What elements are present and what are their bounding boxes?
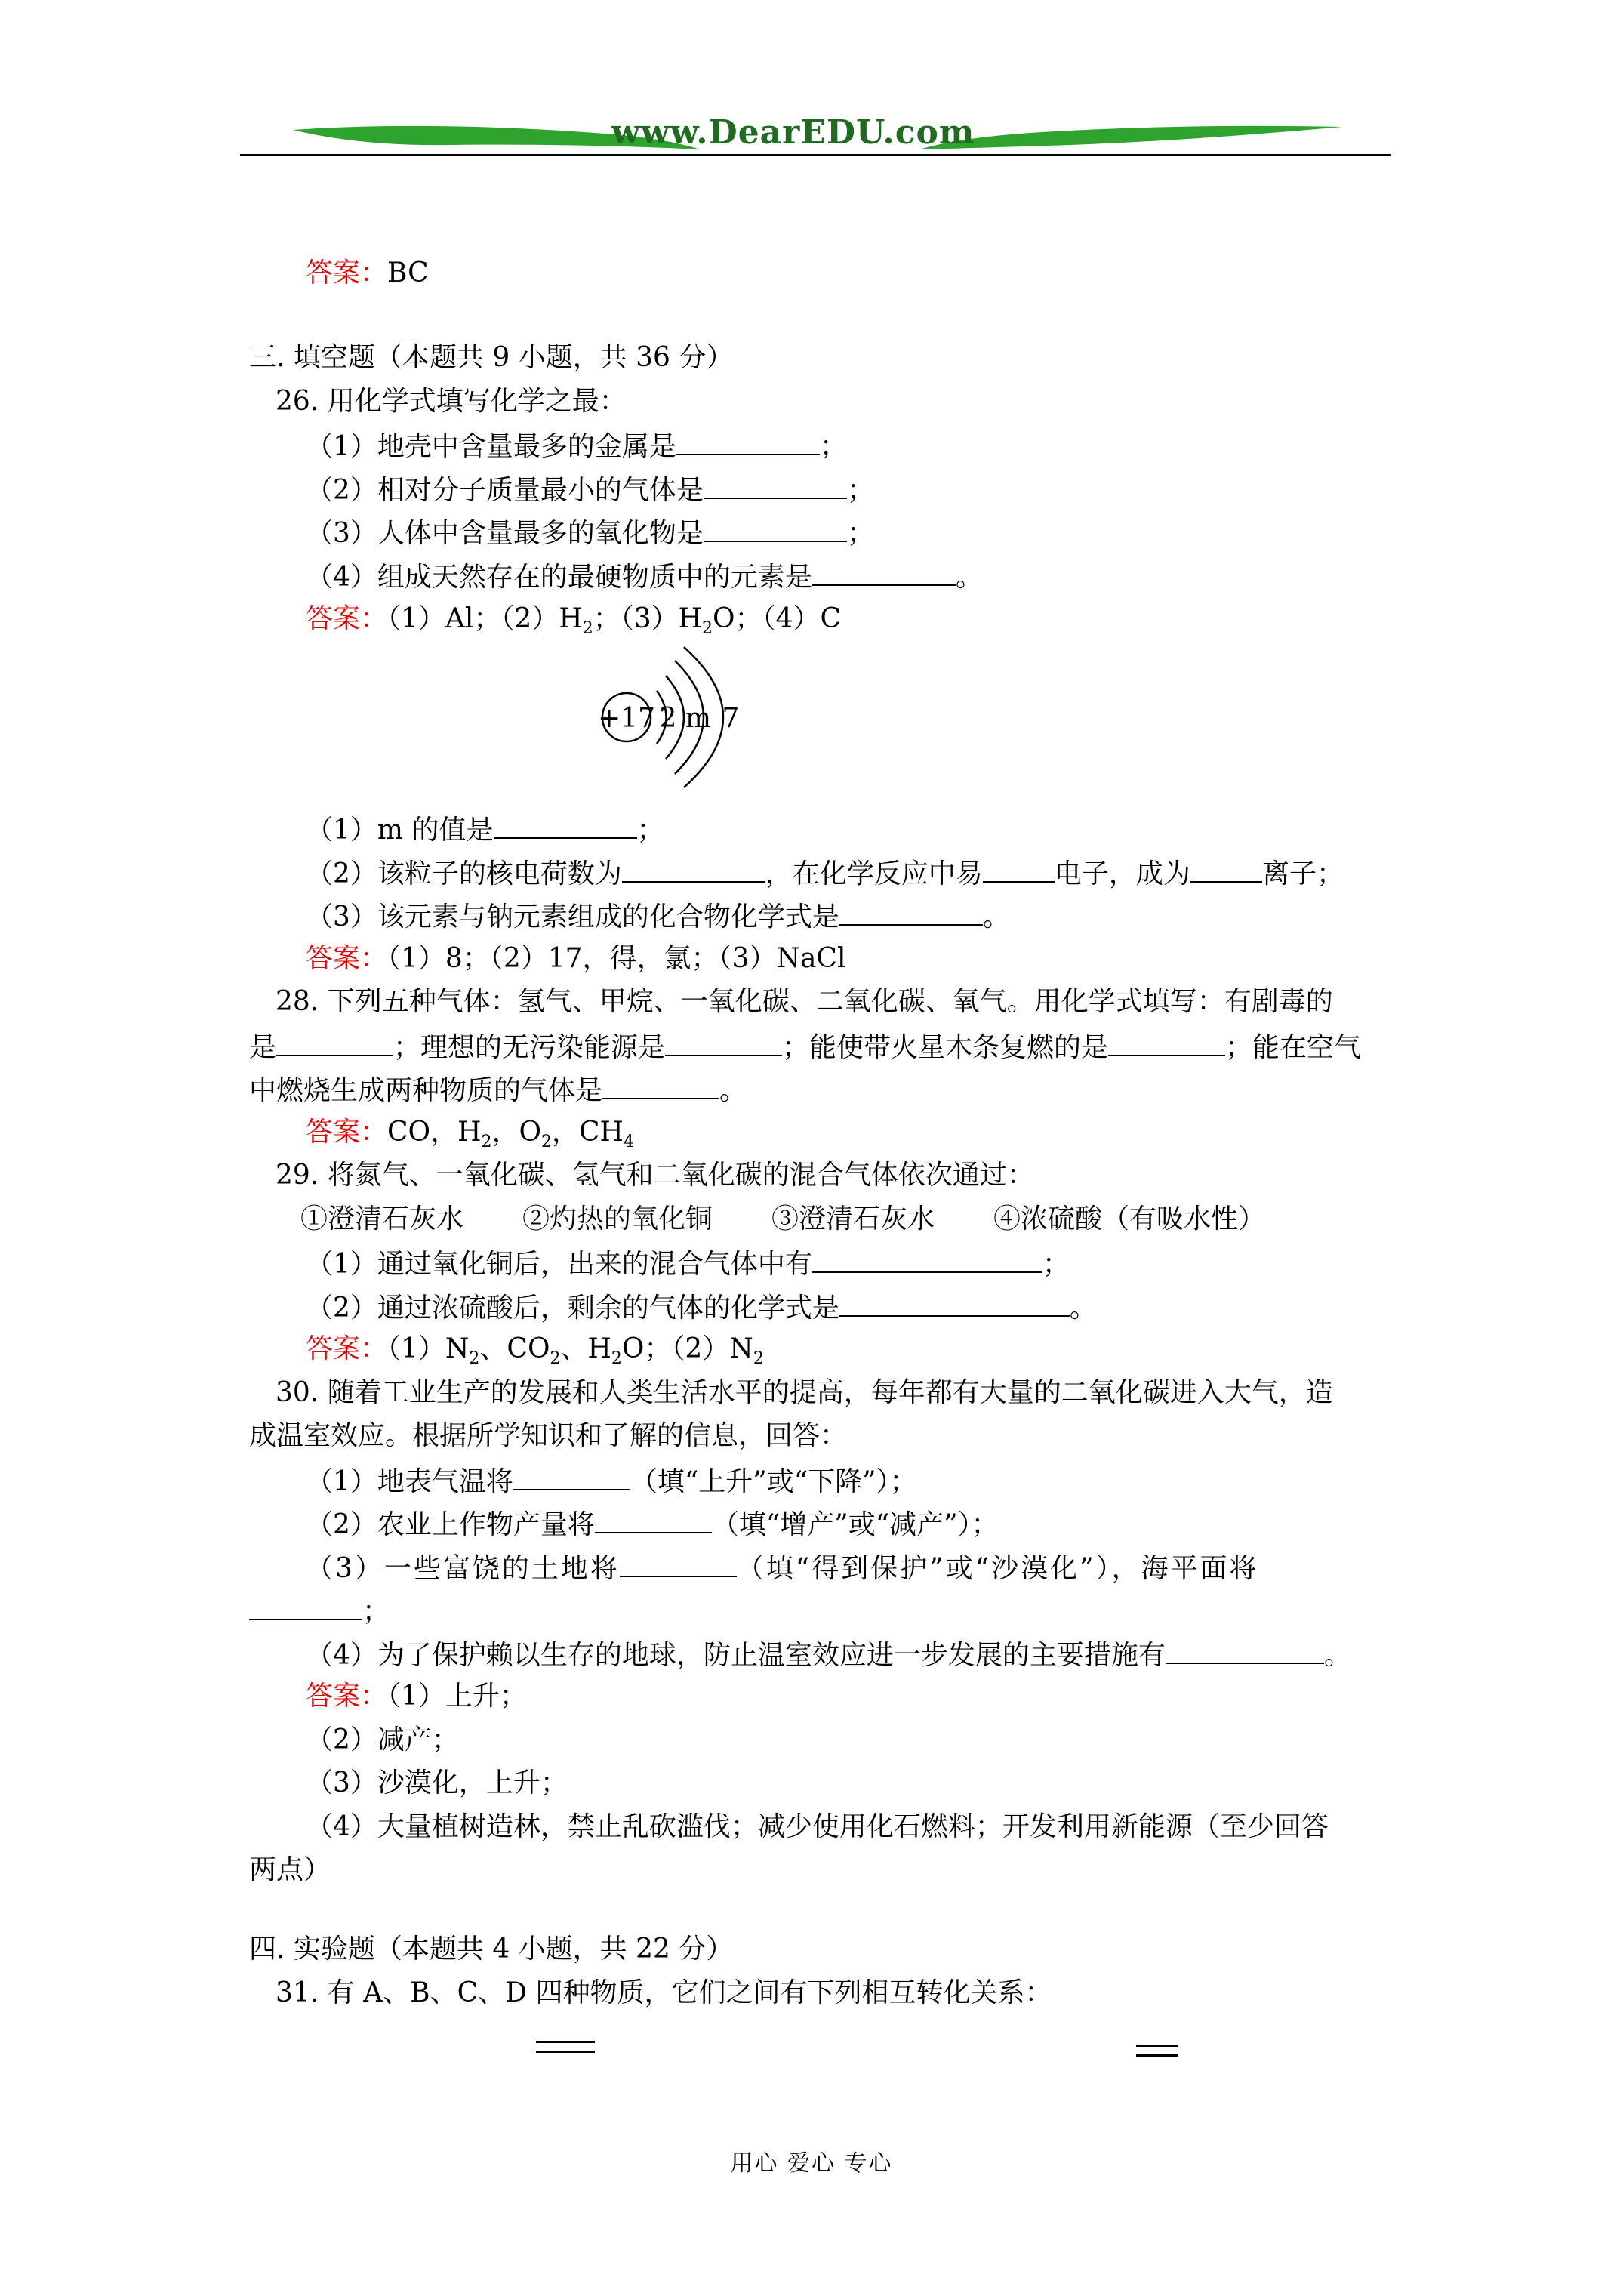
q29-answer: 答案：$(1)N_2$、$CO_2$、$H_2O$；$(2)N_2$: [306, 1333, 764, 1369]
q29-steps: ①澄清石灰水 ②灼热的氧化铜 ③澄清石灰水 ④浓硫酸（有吸水性）: [300, 1203, 1266, 1234]
q27-line-3: （3）该元素与钠元素组成的化合物化学式是 。: [306, 898, 1010, 934]
q30-item-3-cont: ；: [249, 1593, 390, 1629]
equation-equals-sign: [1136, 2045, 1178, 2057]
q31-stem: 31. 有 A、B、C、D 四种物质，它们之间有下列相互转化关系：: [276, 1977, 1052, 2008]
q29-line-1: （1）通过氧化铜后，出来的混合气体中有 ；: [306, 1246, 1070, 1281]
q27-line-1: （1）m 的值是 ；: [306, 812, 664, 847]
q27-line-2: （2）该粒子的核电荷数为 ，在化学反应中易 电子，成为 离子；: [306, 855, 1344, 891]
q30-answer-3: （3）沙漠化，上升；: [306, 1767, 568, 1798]
q26-stem: 26. 用化学式填写化学之最：: [276, 386, 627, 417]
q26-item-1: （1）地壳中含量最多的金属是 ；: [306, 428, 847, 464]
q29-line-2: （2）通过浓硫酸后，剩余的气体的化学式是 。: [306, 1290, 1097, 1325]
section3-title: 三. 填空题（本题共 9 小题，共 36 分）: [249, 342, 734, 373]
q26-item-3: （3）人体中含量最多的氧化物是 ；: [306, 515, 874, 550]
atom-structure-diagram: [581, 646, 755, 797]
q28-line-3: 中燃烧生成两种物质的气体是 。: [249, 1072, 747, 1108]
q30-item-3: （3）一些富饶的土地将 （填“得到保护”或“沙漠化”），海平面将: [306, 1550, 1259, 1586]
q27-answer: 答案：（1）8；（2）17，得，氯；（3）NaCl: [306, 943, 846, 974]
equation-equals-sign: [536, 2041, 595, 2053]
q26-answer: 答案：（1）Al；$(2)H_2$；$(3)H_2O$；（4）C: [306, 603, 842, 639]
q30-answer-1: 答案：（1）上升；: [306, 1681, 527, 1712]
answer-label: 答案：: [306, 257, 388, 288]
q26-item-2: （2）相对分子质量最小的气体是 ；: [306, 472, 874, 507]
section4-title: 四. 实验题（本题共 4 小题，共 22 分）: [249, 1934, 734, 1965]
q30-answer-2: （2）减产；: [306, 1724, 459, 1755]
q28-answer: 答案：CO，$H_2$，$O_2$，$CH_4$: [306, 1117, 634, 1152]
header-rule: [240, 154, 1391, 156]
q30-answer-4-cont: 两点）: [249, 1854, 331, 1885]
q28-line-2: 是 ；理想的无污染能源是 ；能使带火星木条复燃的是 ；能在空气: [249, 1029, 1361, 1065]
q30-item-4: （4）为了保护赖以生存的地球，防止温室效应进一步发展的主要措施有 。: [306, 1637, 1351, 1672]
shell-1-electrons: 2: [659, 703, 677, 734]
q30-answer-4: （4）大量植树造林，禁止乱砍滥伐；减少使用化石燃料；开发利用新能源（至少回答: [306, 1811, 1329, 1842]
q25-answer: 答案：BC: [306, 257, 429, 288]
header-site-name: www.DearEDU.com: [611, 113, 975, 152]
q30-item-1: （1）地表气温将 （填“上升”或“下降”）；: [306, 1463, 917, 1499]
q29-stem: 29. 将氮气、一氧化碳、氢气和二氧化碳的混合气体依次通过：: [276, 1160, 1034, 1191]
q30-line-1: 30. 随着工业生产的发展和人类生活水平的提高，每年都有大量的二氧化碳进入大气，造: [276, 1377, 1333, 1408]
q30-item-2: （2）农业上作物产量将 （填“增产”或“减产”）；: [306, 1506, 999, 1542]
shell-3-electrons: 7: [722, 703, 740, 734]
q26-item-4: （4）组成天然存在的最硬物质中的元素是 。: [306, 559, 983, 594]
page-footer: 用心 爱心 专心: [730, 2150, 893, 2177]
q30-line-2: 成温室效应。根据所学知识和了解的信息，回答：: [249, 1420, 848, 1451]
shell-2-electrons: m: [685, 703, 712, 734]
q28-line-1: 28. 下列五种气体：氢气、甲烷、一氧化碳、二氧化碳、氧气。用化学式填写：有剧毒的: [276, 986, 1333, 1017]
nucleus-charge: +17: [598, 703, 655, 734]
